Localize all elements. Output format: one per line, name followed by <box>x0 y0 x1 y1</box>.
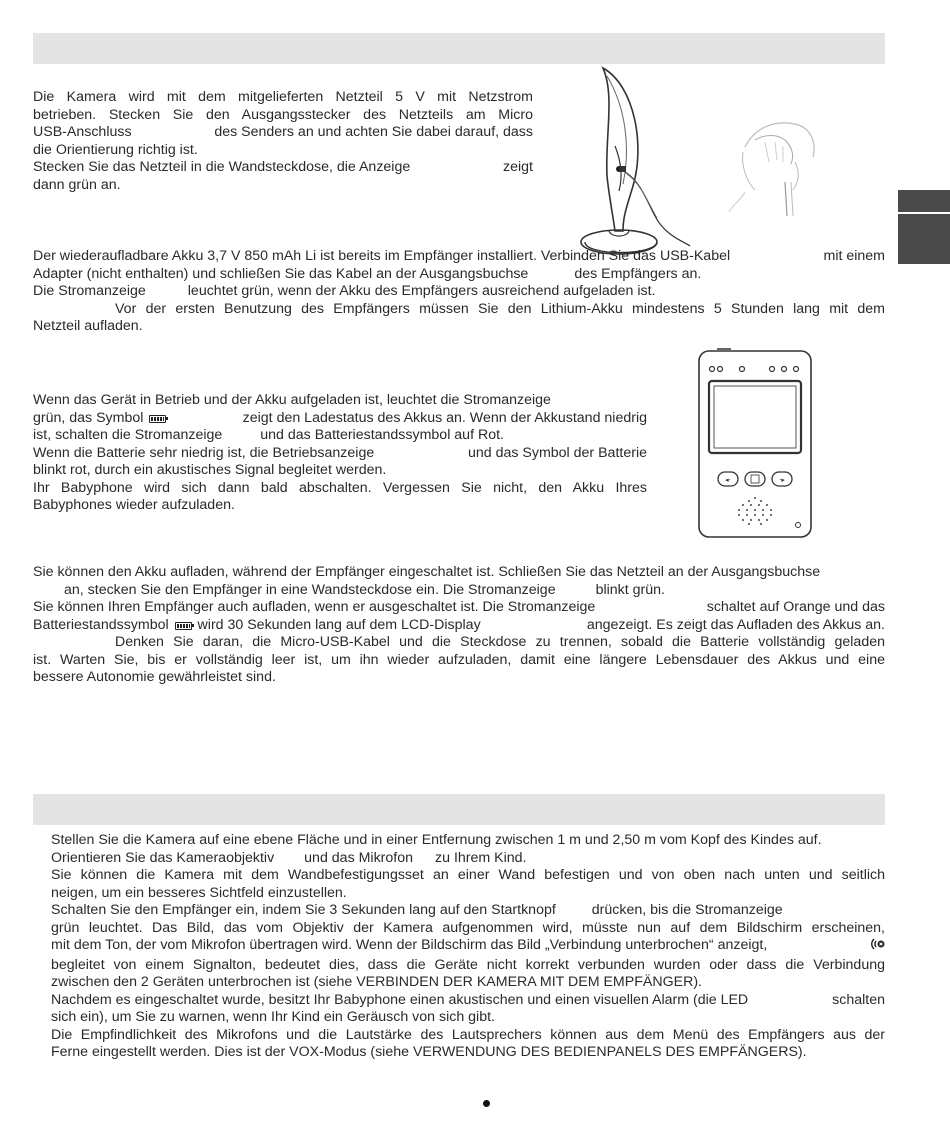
text-span: USB-Anschluss <box>33 124 132 140</box>
text-span: mit einem <box>823 248 885 264</box>
text-span: des Senders an und achten Sie dabei darauf, dass <box>214 124 533 140</box>
text-span: Stecken Sie das Netzteil in die Wandsteckdose, die Anzeige <box>33 159 411 175</box>
page-footer-dot <box>483 1100 490 1107</box>
text-span: Vor der ersten Benutzung des Empfängers müssen Sie den Lithium-Akku mindestens 5 Stunden lang mit dem <box>115 300 885 317</box>
text-line: Ihr Babyphone wird sich dann bald abschalten. Vergessen Sie nicht, den Akku Ihres <box>33 479 647 496</box>
text-line: Wenn das Gerät in Betrieb und der Akku aufgeladen ist, leuchtet die Stromanzeige <box>33 392 551 408</box>
text-span: Der wiederaufladbare Akku 3,7 V 850 mAh Li ist bereits im Empfänger installiert. Verbinden Sie das USB-Kabel <box>33 248 731 264</box>
section-header-bar <box>33 33 885 64</box>
text-span: Wenn die Batterie sehr niedrig ist, die Betriebsanzeige <box>33 444 375 461</box>
text-span: grün, das Symbol <box>33 409 144 426</box>
text-span: Denken Sie daran, die Micro-USB-Kabel und die Steckdose zu trennen, sobald die Batterie vollständig geladen <box>115 634 885 650</box>
text-line: die Orientierung richtig ist. <box>33 141 198 158</box>
text-line <box>51 850 885 868</box>
text-span: blinkt grün. <box>595 581 665 598</box>
text-line: dann grün an. <box>33 176 121 193</box>
connection-lost-icon <box>871 937 885 957</box>
text-span: Nachdem es eingeschaltet wurde, besitzt Ihr Babyphone einen akustischen und einen visuellen Alarm (die LED <box>51 991 749 1008</box>
text-span: schaltet auf Orange und das <box>706 599 885 615</box>
text-line <box>51 902 885 920</box>
text-line: Stellen Sie die Kamera auf eine ebene Fläche und in einer Entfernung zwischen 1 m und 2,50 m vom Kopf des Kindes auf. <box>51 832 822 848</box>
text-span: Adapter (nicht enthalten) und schließen Sie das Kabel an der Ausgangsbuchse <box>33 265 529 282</box>
text-line <box>33 248 885 266</box>
text-line: zwischen den 2 Geräten unterbrochen ist (siehe VERBINDEN DER KAMERA MIT DEM EMPFÄNGER). <box>51 974 703 990</box>
text-line: Die Empfindlichkeit des Mikrofons und die Lautstärke des Lautsprechers können aus dem Menü des Empfängers aus der <box>51 1026 885 1043</box>
text-span: an, stecken Sie den Empfänger in eine Wandsteckdose ein. Die Stromanzeige <box>64 581 556 598</box>
charging-text <box>33 564 885 687</box>
text-span: und das Batteriestandssymbol auf Rot. <box>260 427 504 443</box>
text-line <box>51 937 885 957</box>
text-line <box>33 445 647 463</box>
side-tab-marker <box>898 190 950 264</box>
text-span: Orientieren Sie das Kameraobjektiv <box>51 849 275 866</box>
text-line <box>33 634 885 652</box>
text-line <box>33 617 885 635</box>
camera-power-text <box>33 89 533 194</box>
text-line <box>33 266 885 284</box>
text-span: des Empfängers an. <box>574 265 702 282</box>
text-span: Die Stromanzeige <box>33 283 146 299</box>
text-span: Sie können Ihren Empfänger auch aufladen, wenn er ausgeschaltet ist. Die Stromanzeige <box>33 599 596 615</box>
battery-icon <box>175 622 192 630</box>
text-span: und das Symbol der Batterie <box>467 444 647 461</box>
setup-instructions-text <box>51 832 885 1062</box>
text-span: angezeigt. Es zeigt das Aufladen des Akkus an. <box>586 616 885 633</box>
section-header-bar <box>33 794 885 825</box>
text-span: zeigt <box>503 159 533 175</box>
text-span: zeigt den Ladestatus des Akkus an. Wenn der Akkustand niedrig <box>242 409 647 426</box>
text-span: wird 30 Sekunden lang auf dem LCD-Display <box>197 616 481 633</box>
text-line: neigen, um ein besseres Sichtfeld einzustellen. <box>51 884 347 901</box>
text-line: Die Kamera wird mit dem mitgelieferten Netzteil 5 V mit Netzstrom <box>33 89 533 105</box>
camera-illustration <box>575 66 695 262</box>
text-line: Sie können den Akku aufladen, während der Empfänger eingeschaltet ist. Schließen Sie das Netzteil an der Ausgangsbuchse <box>33 564 821 580</box>
text-line: Babyphones wieder aufzuladen. <box>33 497 235 513</box>
svg-text:·▸: ·▸ <box>779 476 785 484</box>
text-span: mit dem Ton, der vom Mikrofon übertragen wird. Wenn der Bildschirm das Bild „Verbindung unterbrochen“ anzeigt, <box>51 937 768 953</box>
text-line: bessere Autonomie gewährleistet sind. <box>33 669 276 685</box>
text-line: Netzteil aufladen. <box>33 318 143 334</box>
text-line <box>33 410 647 428</box>
text-line <box>51 992 885 1010</box>
battery-icon <box>149 415 166 423</box>
text-line: betrieben. Stecken Sie den Ausgangsstecker des Netzteils am Micro <box>33 106 533 123</box>
text-span: leuchtet grün, wenn der Akku des Empfängers ausreichend aufgeladen ist. <box>187 283 656 299</box>
text-line <box>33 599 885 617</box>
text-span: zu Ihrem Kind. <box>435 849 527 866</box>
text-line: Ferne eingestellt werden. Dies ist der VOX-Modus (siehe VERWENDUNG DES BEDIENPANELS DES EMPFÄNGERS). <box>51 1044 807 1060</box>
text-span: Schalten Sie den Empfänger ein, indem Sie 3 Sekunden lang auf den Startknopf <box>51 902 556 918</box>
battery-info-text <box>33 248 885 336</box>
text-line <box>33 582 885 600</box>
text-line: sich ein), um Sie zu warnen, wenn Ihr Kind ein Geräusch von sich gibt. <box>51 1009 495 1025</box>
text-line: ist. Warten Sie, bis er vollständig leer ist, um ihn wieder aufzuladen, damit eine längere Lebensdauer des Akkus und eine <box>33 651 885 668</box>
text-line <box>33 124 533 142</box>
text-line: blinkt rot, durch ein akustisches Signal begleitet werden. <box>33 462 387 478</box>
text-line: grün leuchtet. Das Bild, das vom Objektiv der Kamera aufgenommen wird, müsste nun auf dem Bildschirm erscheinen, <box>51 919 885 936</box>
text-line: Sie können die Kamera mit dem Wandbefestigungsset an einer Wand befestigen und von oben nach unten und seitlich <box>51 867 885 883</box>
text-span: Batteriestandssymbol <box>33 616 169 633</box>
text-span: schalten <box>832 991 885 1008</box>
battery-status-text <box>33 392 647 515</box>
receiver-illustration <box>695 345 817 541</box>
adapter-illustration <box>725 112 830 222</box>
text-line <box>33 283 885 301</box>
text-line <box>33 159 533 177</box>
svg-text:◂·: ◂· <box>725 476 731 484</box>
text-span: ist, schalten die Stromanzeige <box>33 427 223 443</box>
text-line <box>33 301 885 319</box>
text-span: drücken, bis die Stromanzeige <box>591 902 783 918</box>
text-line: begleitet von einem Signalton, bedeutet dies, dass die Geräte nicht korrekt verbunden wurden oder dass die Verbindung <box>51 956 885 973</box>
text-line <box>33 427 647 445</box>
text-span: und das Mikrofon <box>304 849 414 866</box>
